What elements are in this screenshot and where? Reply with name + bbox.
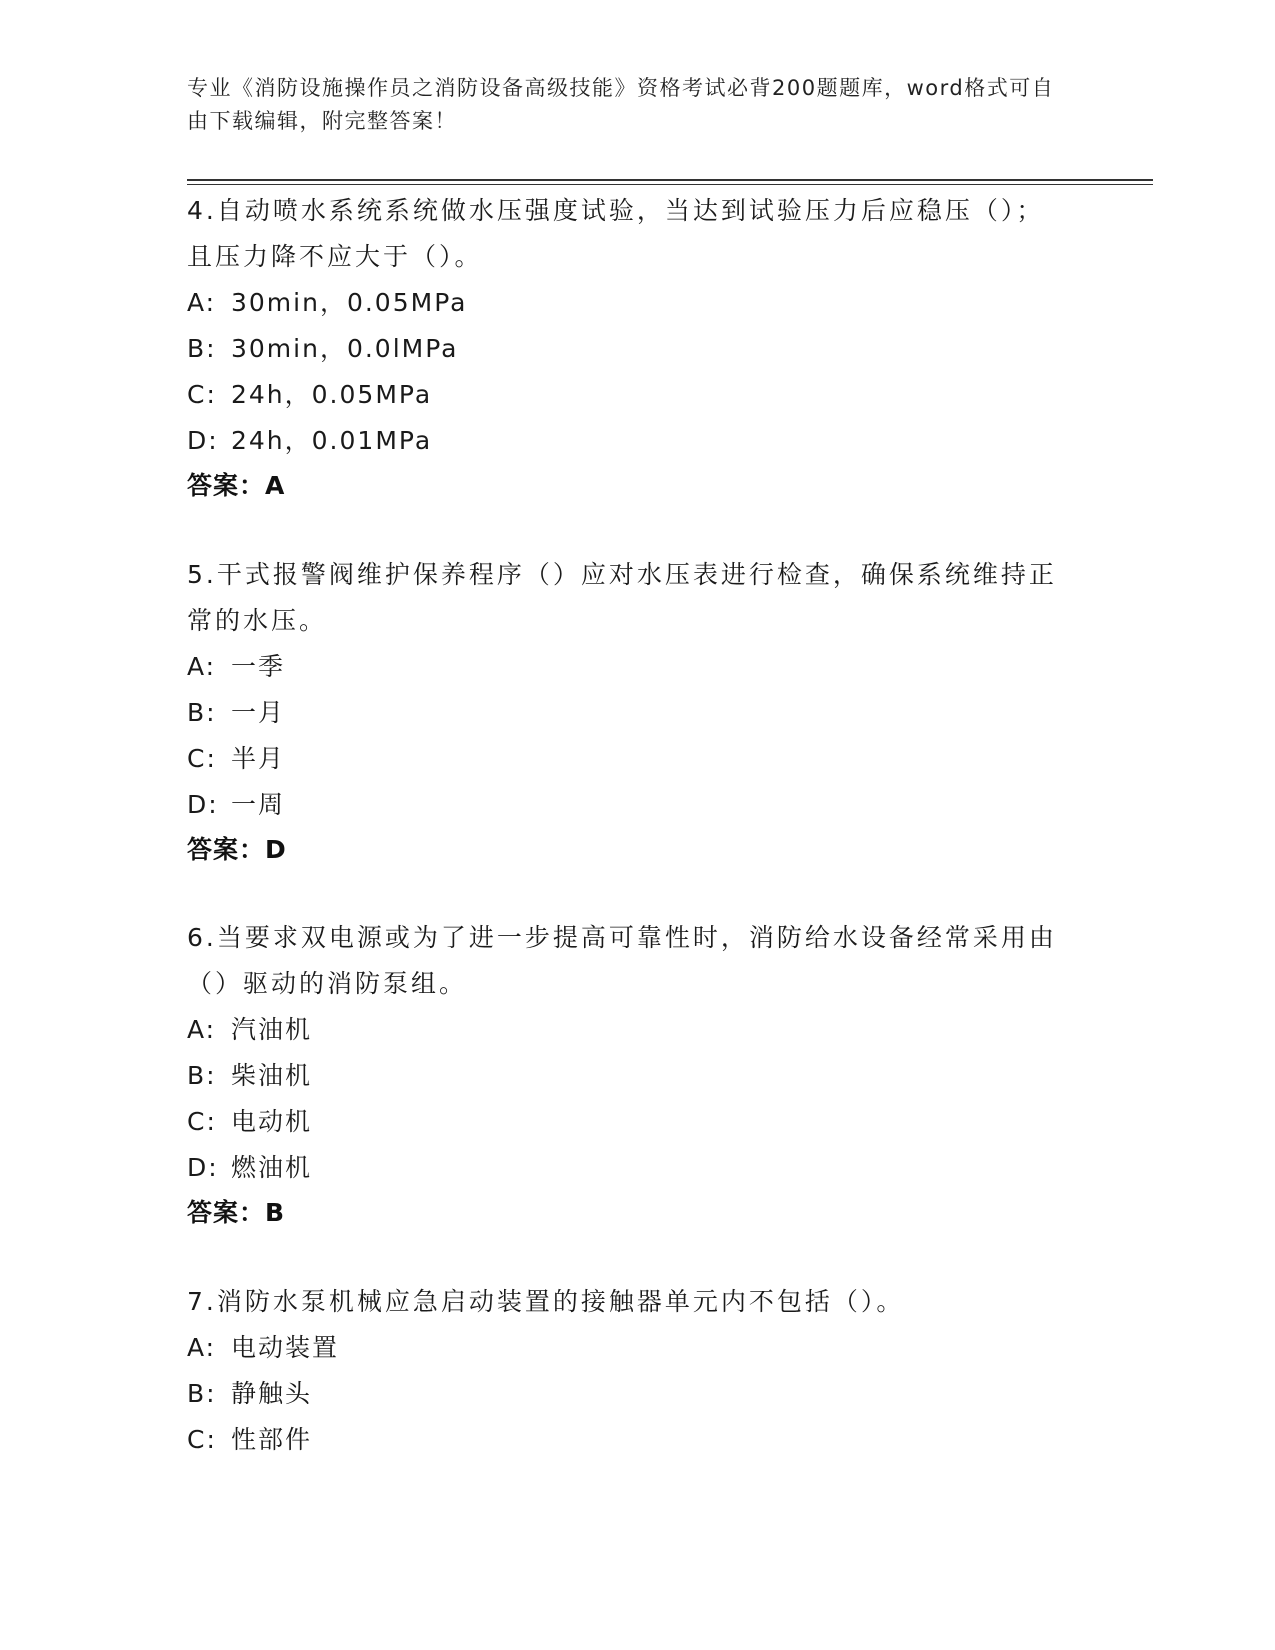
option-letter: B: bbox=[187, 334, 217, 363]
option-letter: B: bbox=[187, 698, 217, 727]
option-text: 燃油机 bbox=[231, 1153, 313, 1182]
option-text: 柴油机 bbox=[231, 1061, 313, 1090]
option-text: 性部件 bbox=[231, 1425, 313, 1454]
answer-label: 答案：D bbox=[187, 835, 287, 864]
option-letter: A: bbox=[187, 652, 217, 681]
option-text: 静触头 bbox=[231, 1379, 313, 1408]
option-b bbox=[187, 326, 1067, 372]
option-letter: A: bbox=[187, 288, 217, 317]
option-a bbox=[187, 644, 1067, 690]
option-text: 一月 bbox=[231, 698, 286, 727]
answer-label: 答案：B bbox=[187, 1198, 286, 1227]
question-6 bbox=[187, 915, 1067, 1235]
option-d bbox=[187, 782, 1067, 828]
option-text: 一季 bbox=[231, 652, 286, 681]
question-stem: 4.自动喷水系统系统做水压强度试验，当达到试验压力后应稳压（）；且压力降不应大于（）。 bbox=[187, 196, 1045, 271]
option-letter: C: bbox=[187, 1425, 217, 1454]
option-b bbox=[187, 1053, 1067, 1099]
option-letter: C: bbox=[187, 1107, 217, 1136]
option-letter: A: bbox=[187, 1015, 217, 1044]
option-a bbox=[187, 1007, 1067, 1053]
option-letter: D: bbox=[187, 1153, 219, 1182]
option-letter: D: bbox=[187, 790, 219, 819]
option-text: 24h，0.01MPa bbox=[231, 426, 433, 455]
option-b bbox=[187, 1371, 1067, 1417]
option-text: 24h，0.05MPa bbox=[231, 380, 433, 409]
option-text: 30min，0.05MPa bbox=[231, 288, 468, 317]
question-4 bbox=[187, 188, 1067, 508]
option-c bbox=[187, 1417, 1067, 1463]
option-letter: C: bbox=[187, 744, 217, 773]
option-c bbox=[187, 372, 1067, 418]
question-5 bbox=[187, 552, 1067, 872]
document-header: 专业《消防设施操作员之消防设备高级技能》资格考试必背200题题库，word格式可自由下载编辑，附完整答案！ bbox=[187, 76, 1055, 133]
question-stem: 6.当要求双电源或为了进一步提高可靠性时，消防给水设备经常采用由（）驱动的消防泵组。 bbox=[187, 923, 1057, 998]
option-a bbox=[187, 1325, 1067, 1371]
header-divider-thin bbox=[187, 184, 1153, 185]
option-text: 一周 bbox=[231, 790, 286, 819]
option-text: 30min，0.0lMPa bbox=[231, 334, 459, 363]
option-letter: D: bbox=[187, 426, 219, 455]
option-letter: C: bbox=[187, 380, 217, 409]
answer-label: 答案：A bbox=[187, 471, 286, 500]
question-7 bbox=[187, 1279, 1067, 1463]
option-letter: B: bbox=[187, 1061, 217, 1090]
header-divider-thick bbox=[187, 179, 1153, 181]
option-text: 半月 bbox=[231, 744, 286, 773]
option-text: 电动机 bbox=[231, 1107, 313, 1136]
option-text: 电动装置 bbox=[231, 1333, 340, 1362]
option-c bbox=[187, 736, 1067, 782]
option-text: 汽油机 bbox=[231, 1015, 313, 1044]
option-c bbox=[187, 1099, 1067, 1145]
question-stem: 5.干式报警阀维护保养程序（）应对水压表进行检查，确保系统维持正常的水压。 bbox=[187, 560, 1057, 635]
option-a bbox=[187, 280, 1067, 326]
option-letter: B: bbox=[187, 1379, 217, 1408]
option-letter: A: bbox=[187, 1333, 217, 1362]
option-d bbox=[187, 418, 1067, 464]
option-b bbox=[187, 690, 1067, 736]
option-d bbox=[187, 1145, 1067, 1191]
question-stem: 7.消防水泵机械应急启动装置的接触器单元内不包括（）。 bbox=[187, 1287, 905, 1316]
